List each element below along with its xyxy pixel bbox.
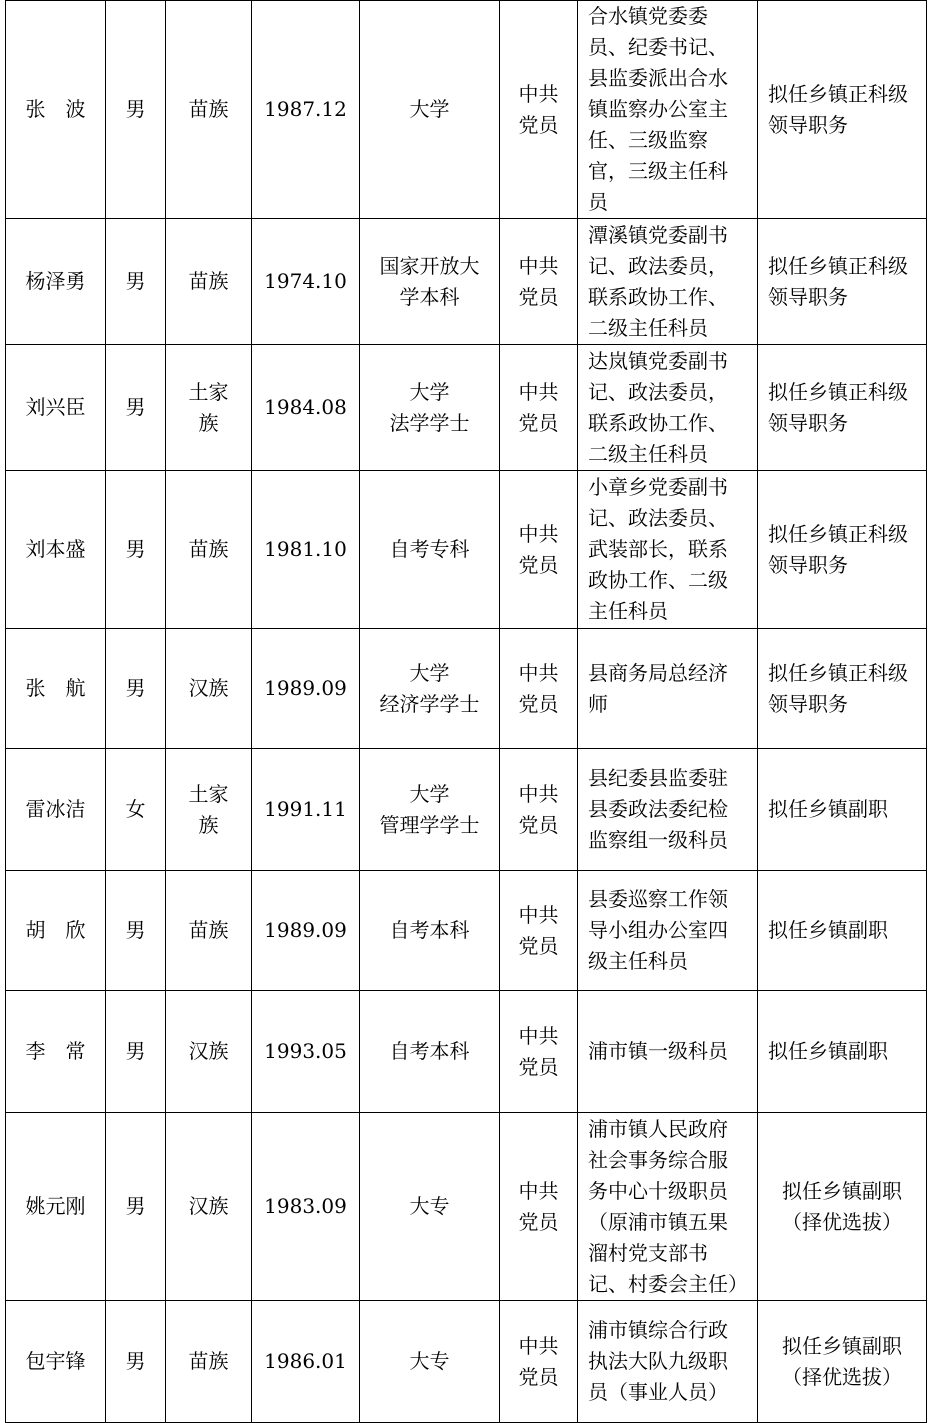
birth-cell: 1983.09 (252, 1113, 360, 1301)
table-row (6, 871, 927, 991)
education-cell: 大专 (360, 1301, 500, 1423)
party-cell: 中共 党员 (500, 471, 578, 629)
plan-cell: 拟任乡镇正科级领导职务 (758, 1, 927, 219)
gender-cell: 男 (106, 991, 166, 1113)
education-cell: 自考专科 (360, 471, 500, 629)
ethnicity-cell: 苗族 (166, 219, 252, 345)
gender-cell: 男 (106, 471, 166, 629)
candidate-table (5, 0, 927, 1423)
position-cell: 县商务局总经济师 (578, 629, 758, 749)
position-cell: 县纪委县监委驻县委政法委纪检监察组一级科员 (578, 749, 758, 871)
education-cell: 大专 (360, 1113, 500, 1301)
party-cell: 中共 党员 (500, 1, 578, 219)
position-cell: 浦市镇人民政府社会事务综合服务中心十级职员（原浦市镇五果溜村党支部书记、村委会主任） (578, 1113, 758, 1301)
education-cell: 大学 经济学学士 (360, 629, 500, 749)
table-row (6, 1, 927, 219)
ethnicity-cell: 土家 族 (166, 749, 252, 871)
table-row (6, 219, 927, 345)
birth-cell: 1984.08 (252, 345, 360, 471)
birth-cell: 1989.09 (252, 629, 360, 749)
ethnicity-cell: 苗族 (166, 1, 252, 219)
plan-cell: 拟任乡镇副职 （择优选拔） (758, 1113, 927, 1301)
plan-cell: 拟任乡镇副职 (758, 749, 927, 871)
name-cell: 李 常 (6, 991, 106, 1113)
birth-cell: 1986.01 (252, 1301, 360, 1423)
position-cell: 县委巡察工作领导小组办公室四级主任科员 (578, 871, 758, 991)
plan-cell: 拟任乡镇正科级领导职务 (758, 629, 927, 749)
ethnicity-cell: 汉族 (166, 1113, 252, 1301)
ethnicity-cell: 苗族 (166, 871, 252, 991)
birth-cell: 1987.12 (252, 1, 360, 219)
ethnicity-cell: 苗族 (166, 471, 252, 629)
position-cell: 浦市镇综合行政执法大队九级职员（事业人员） (578, 1301, 758, 1423)
birth-cell: 1981.10 (252, 471, 360, 629)
plan-cell: 拟任乡镇副职 (758, 991, 927, 1113)
gender-cell: 男 (106, 629, 166, 749)
education-cell: 大学 (360, 1, 500, 219)
birth-cell: 1989.09 (252, 871, 360, 991)
gender-cell: 男 (106, 1, 166, 219)
ethnicity-cell: 苗族 (166, 1301, 252, 1423)
party-cell: 中共 党员 (500, 1113, 578, 1301)
position-cell: 达岚镇党委副书记、政法委员，联系政协工作、二级主任科员 (578, 345, 758, 471)
position-cell: 合水镇党委委员、纪委书记、县监委派出合水镇监察办公室主任、三级监察官，三级主任科员 (578, 1, 758, 219)
table-row (6, 471, 927, 629)
name-cell: 刘兴臣 (6, 345, 106, 471)
position-cell: 浦市镇一级科员 (578, 991, 758, 1113)
table-row (6, 991, 927, 1113)
gender-cell: 男 (106, 219, 166, 345)
gender-cell: 女 (106, 749, 166, 871)
ethnicity-cell: 汉族 (166, 991, 252, 1113)
table-row (6, 749, 927, 871)
name-cell: 张 航 (6, 629, 106, 749)
position-cell: 潭溪镇党委副书记、政法委员，联系政协工作、二级主任科员 (578, 219, 758, 345)
gender-cell: 男 (106, 871, 166, 991)
name-cell: 雷冰洁 (6, 749, 106, 871)
plan-cell: 拟任乡镇正科级领导职务 (758, 345, 927, 471)
birth-cell: 1993.05 (252, 991, 360, 1113)
table-row (6, 1301, 927, 1423)
plan-cell: 拟任乡镇副职 (758, 871, 927, 991)
name-cell: 刘本盛 (6, 471, 106, 629)
position-cell: 小章乡党委副书记、政法委员、武装部长，联系政协工作、二级主任科员 (578, 471, 758, 629)
education-cell: 自考本科 (360, 871, 500, 991)
education-cell: 自考本科 (360, 991, 500, 1113)
party-cell: 中共 党员 (500, 749, 578, 871)
birth-cell: 1974.10 (252, 219, 360, 345)
party-cell: 中共 党员 (500, 871, 578, 991)
party-cell: 中共 党员 (500, 629, 578, 749)
education-cell: 大学 管理学学士 (360, 749, 500, 871)
plan-cell: 拟任乡镇副职 （择优选拔） (758, 1301, 927, 1423)
name-cell: 杨泽勇 (6, 219, 106, 345)
party-cell: 中共 党员 (500, 991, 578, 1113)
birth-cell: 1991.11 (252, 749, 360, 871)
name-cell: 胡 欣 (6, 871, 106, 991)
gender-cell: 男 (106, 1113, 166, 1301)
table-row (6, 629, 927, 749)
plan-cell: 拟任乡镇正科级领导职务 (758, 471, 927, 629)
table-row (6, 1113, 927, 1301)
party-cell: 中共 党员 (500, 1301, 578, 1423)
ethnicity-cell: 土家 族 (166, 345, 252, 471)
gender-cell: 男 (106, 1301, 166, 1423)
gender-cell: 男 (106, 345, 166, 471)
party-cell: 中共 党员 (500, 219, 578, 345)
ethnicity-cell: 汉族 (166, 629, 252, 749)
plan-cell: 拟任乡镇正科级领导职务 (758, 219, 927, 345)
name-cell: 包宇锋 (6, 1301, 106, 1423)
education-cell: 国家开放大 学本科 (360, 219, 500, 345)
name-cell: 张 波 (6, 1, 106, 219)
name-cell: 姚元刚 (6, 1113, 106, 1301)
party-cell: 中共 党员 (500, 345, 578, 471)
table-row (6, 345, 927, 471)
education-cell: 大学 法学学士 (360, 345, 500, 471)
